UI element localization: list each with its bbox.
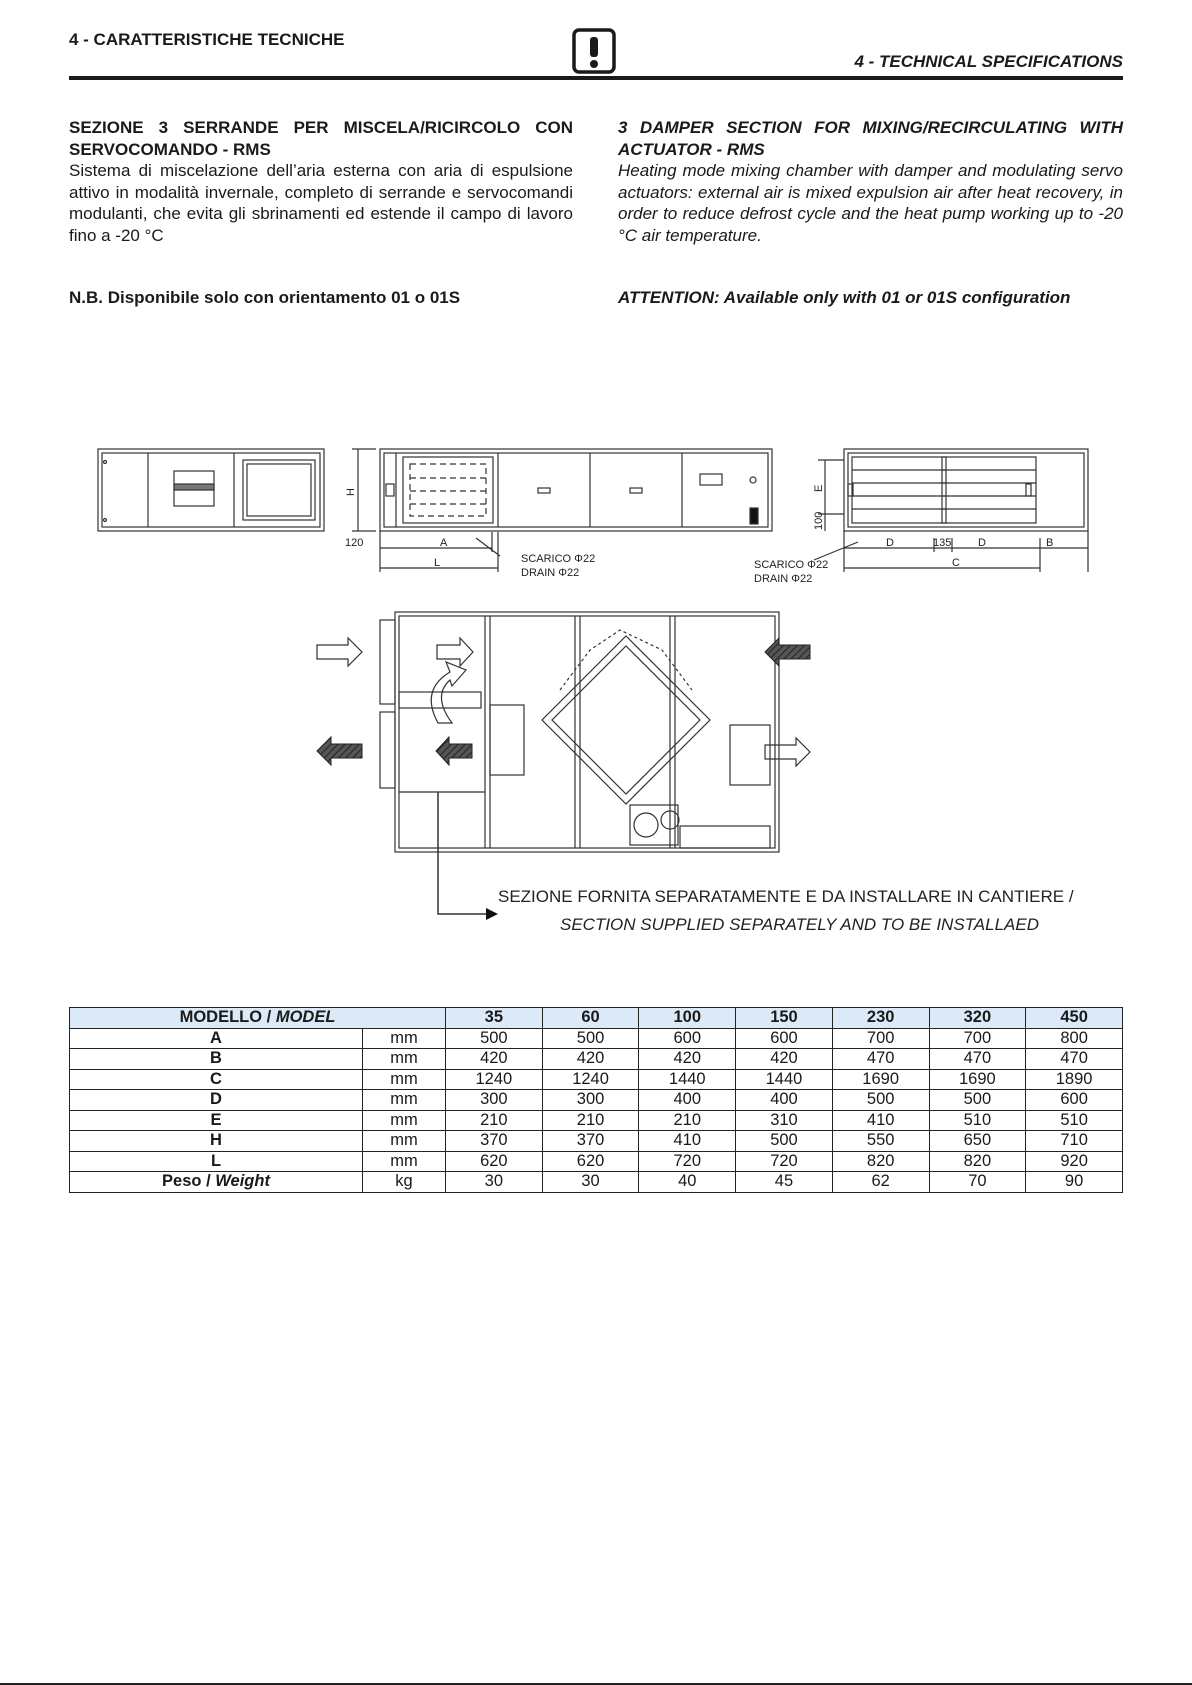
- table-row: [70, 1110, 1123, 1131]
- header-left-title: 4 - CARATTERISTICHE TECNICHE: [69, 30, 345, 49]
- table-cell: 370: [542, 1131, 639, 1152]
- english-note: ATTENTION: Available only with 01 or 01S configuration: [618, 288, 1071, 307]
- table-cell: 210: [542, 1110, 639, 1131]
- drain-label-en-1: DRAIN Φ22: [521, 567, 580, 579]
- row-label: L: [70, 1151, 363, 1172]
- table-cell: 310: [736, 1110, 833, 1131]
- table-row: [70, 1151, 1123, 1172]
- model-column: 230: [832, 1008, 929, 1029]
- dim-label-d-right: D: [978, 537, 986, 549]
- row-unit: mm: [363, 1028, 446, 1049]
- table-cell: 510: [929, 1110, 1026, 1131]
- table-cell: 600: [736, 1028, 833, 1049]
- table-cell: 1690: [929, 1069, 1026, 1090]
- english-description: [618, 117, 1123, 246]
- model-column: 450: [1026, 1008, 1123, 1029]
- table-cell: 500: [736, 1131, 833, 1152]
- table-cell: 470: [929, 1049, 1026, 1070]
- drain-label-it-2: SCARICO Φ22: [754, 559, 829, 571]
- table-cell: 700: [929, 1028, 1026, 1049]
- table-cell: 210: [639, 1110, 736, 1131]
- table-cell: 620: [542, 1151, 639, 1172]
- table-cell: 410: [832, 1110, 929, 1131]
- table-cell: 720: [736, 1151, 833, 1172]
- table-row: [70, 1131, 1123, 1152]
- model-header: MODELLO / MODEL: [70, 1008, 446, 1029]
- italian-section-title: SEZIONE 3 SERRANDE PER MISCELA/RICIRCOLO CON SERVOCOMANDO - RMS: [69, 118, 573, 159]
- row-label: B: [70, 1049, 363, 1070]
- table-cell: 1890: [1026, 1069, 1123, 1090]
- english-body: Heating mode mixing chamber with damper and modulating servo actuators: external air is mixed expulsion air after heat recovery, in order to reduce defrost cycle and the heat pump working up to -20 °C air temperature.: [618, 161, 1123, 245]
- table-cell: 90: [1026, 1172, 1123, 1193]
- table-cell: 1240: [446, 1069, 543, 1090]
- section-note-en: SECTION SUPPLIED SEPARATELY AND TO BE INSTALLAED: [560, 915, 1039, 934]
- row-label: D: [70, 1090, 363, 1111]
- row-label: H: [70, 1131, 363, 1152]
- row-unit: mm: [363, 1131, 446, 1152]
- table-cell: 62: [832, 1172, 929, 1193]
- table-cell: 45: [736, 1172, 833, 1193]
- table-cell: 420: [542, 1049, 639, 1070]
- row-unit: mm: [363, 1049, 446, 1070]
- table-cell: 1690: [832, 1069, 929, 1090]
- table-cell: 700: [832, 1028, 929, 1049]
- row-label: E: [70, 1110, 363, 1131]
- table-row: [70, 1049, 1123, 1070]
- row-unit: mm: [363, 1110, 446, 1131]
- table-cell: 30: [446, 1172, 543, 1193]
- row-unit: mm: [363, 1090, 446, 1111]
- model-column: 35: [446, 1008, 543, 1029]
- table-cell: 1440: [736, 1069, 833, 1090]
- table-cell: 500: [929, 1090, 1026, 1111]
- model-column: 150: [736, 1008, 833, 1029]
- table-cell: 420: [446, 1049, 543, 1070]
- drain-label-en-2: DRAIN Φ22: [754, 573, 813, 585]
- model-column: 100: [639, 1008, 736, 1029]
- table-cell: 300: [446, 1090, 543, 1111]
- table-cell: 1240: [542, 1069, 639, 1090]
- table-cell: 40: [639, 1172, 736, 1193]
- table-cell: 600: [639, 1028, 736, 1049]
- dim-label-h: H: [345, 488, 357, 496]
- dim-label-d-left: D: [886, 537, 894, 549]
- table-cell: 210: [446, 1110, 543, 1131]
- model-column: 60: [542, 1008, 639, 1029]
- row-unit: mm: [363, 1151, 446, 1172]
- table-cell: 920: [1026, 1151, 1123, 1172]
- table-cell: 720: [639, 1151, 736, 1172]
- table-cell: 300: [542, 1090, 639, 1111]
- dim-label-100: 100: [813, 511, 825, 530]
- table-cell: 470: [832, 1049, 929, 1070]
- table-cell: 420: [639, 1049, 736, 1070]
- table-row: [70, 1069, 1123, 1090]
- dim-label-b: B: [1046, 537, 1054, 549]
- dimensions-table: [69, 1007, 1123, 1193]
- dim-label-135: 135: [933, 537, 952, 549]
- italian-body: Sistema di miscelazione dell’aria esterna con aria di espulsione attivo in modalità invernale, completo di serrande e servocomandi modulanti, che evita gli sbrinamenti ed estende il campo di lavoro fino a -20 °C: [69, 161, 573, 245]
- table-cell: 500: [542, 1028, 639, 1049]
- italian-description: [69, 117, 573, 246]
- table-cell: 510: [1026, 1110, 1123, 1131]
- table-cell: 710: [1026, 1131, 1123, 1152]
- technical-drawing: [90, 440, 1100, 940]
- table-cell: 820: [832, 1151, 929, 1172]
- header-right-title: 4 - TECHNICAL SPECIFICATIONS: [854, 52, 1123, 71]
- table-cell: 410: [639, 1131, 736, 1152]
- dim-label-a: A: [440, 537, 448, 549]
- table-cell: 370: [446, 1131, 543, 1152]
- table-row: [70, 1028, 1123, 1049]
- table-row: [70, 1090, 1123, 1111]
- table-cell: 650: [929, 1131, 1026, 1152]
- drain-label-it-1: SCARICO Φ22: [521, 553, 596, 565]
- table-cell: 800: [1026, 1028, 1123, 1049]
- table-cell: 550: [832, 1131, 929, 1152]
- model-column: 320: [929, 1008, 1026, 1029]
- row-label: A: [70, 1028, 363, 1049]
- exclamation-icon: [572, 28, 616, 74]
- header-rule: [69, 76, 1123, 80]
- dim-label-120: 120: [345, 537, 364, 549]
- table-cell: 1440: [639, 1069, 736, 1090]
- english-section-title: 3 DAMPER SECTION FOR MIXING/RECIRCULATING WITH ACTUATOR - RMS: [618, 118, 1123, 159]
- table-cell: 400: [639, 1090, 736, 1111]
- row-label: C: [70, 1069, 363, 1090]
- dim-label-e: E: [813, 484, 825, 492]
- table-cell: 470: [1026, 1049, 1123, 1070]
- dim-label-c: C: [952, 557, 960, 569]
- row-label: Peso / Weight: [70, 1172, 363, 1193]
- table-cell: 500: [446, 1028, 543, 1049]
- table-row: [70, 1172, 1123, 1193]
- table-cell: 500: [832, 1090, 929, 1111]
- table-cell: 30: [542, 1172, 639, 1193]
- italian-note: N.B. Disponibile solo con orientamento 01 o 01S: [69, 288, 461, 307]
- table-header-row: [70, 1008, 1123, 1029]
- table-cell: 600: [1026, 1090, 1123, 1111]
- table-cell: 820: [929, 1151, 1026, 1172]
- table-cell: 70: [929, 1172, 1026, 1193]
- dim-label-l: L: [434, 557, 441, 569]
- section-note-it: SEZIONE FORNITA SEPARATAMENTE E DA INSTALLARE IN CANTIERE /: [498, 887, 1074, 906]
- table-cell: 620: [446, 1151, 543, 1172]
- row-unit: mm: [363, 1069, 446, 1090]
- row-unit: kg: [363, 1172, 446, 1193]
- table-cell: 400: [736, 1090, 833, 1111]
- table-cell: 420: [736, 1049, 833, 1070]
